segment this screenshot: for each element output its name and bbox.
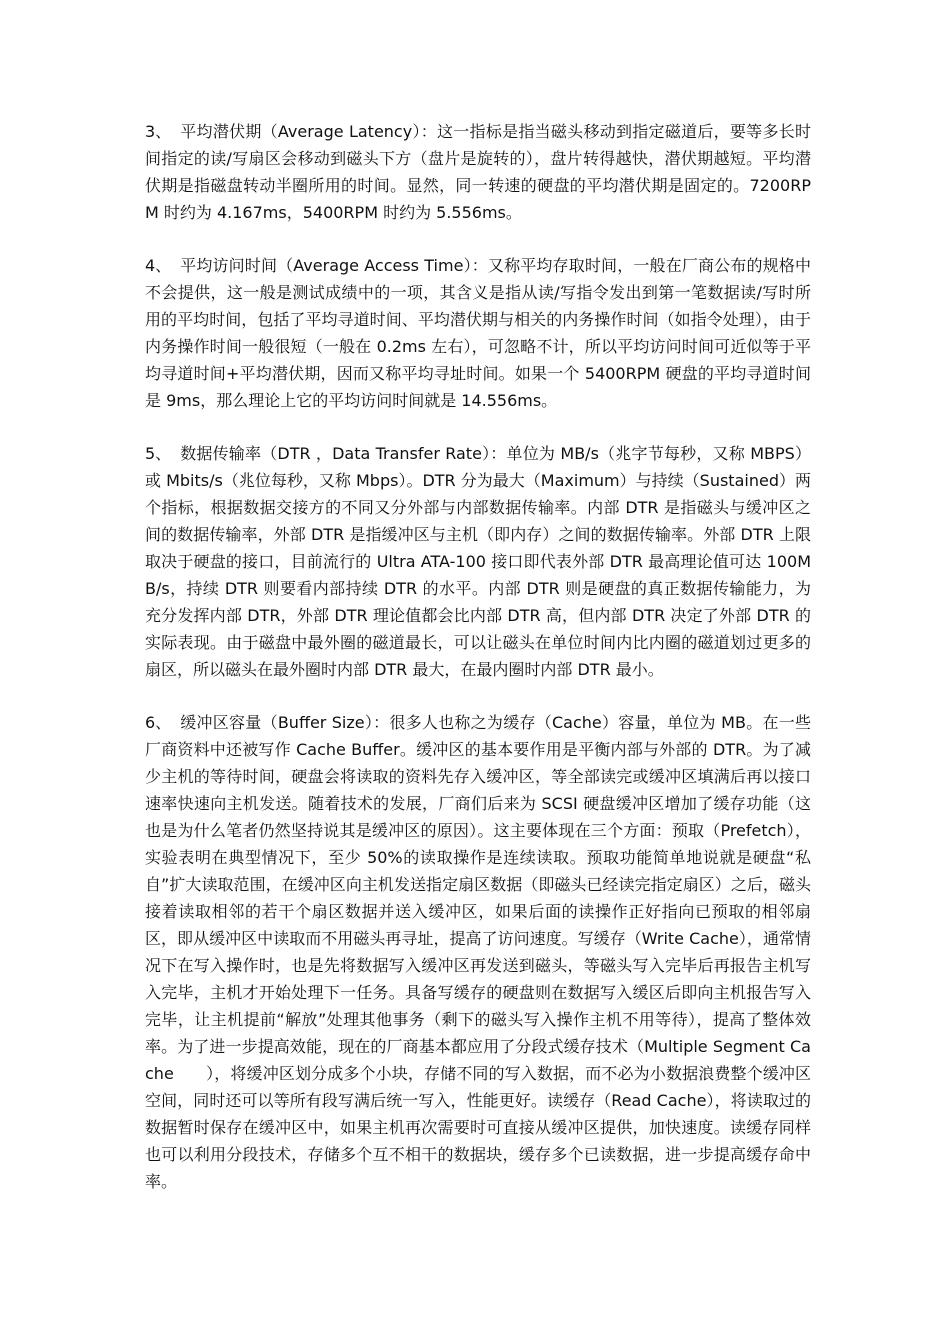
paragraph-text: 缓冲区容量（Buffer Size）：很多人也称之为缓存（Cache）容量，单位为 MB。在一些厂商资料中还被写作 Cache Buffer。缓冲区的基本要作用是平衡内部与外部的 DTR。为了减少主机的等待时间，硬盘会将读取的资料先存入缓冲区，等全部读完或缓冲区填满后再以接口速率快速向主机发送。随着技术的发展，厂商们后来为 SCSI 硬盘缓冲区增加了缓存功能（这也是为什么笔者仍然坚持说其是缓冲区的原因）。这主要体现在三个方面：预取（Prefetch），实验表明在典型情况下，至少 50%的读取操作是连续读取。预取功能简单地说就是硬盘“私自”扩大读取范围，在缓冲区向主机发送指定扇区数据（即磁头已经读完指定扇区）之后，磁头接着读取相邻的若干个扇区数据并送入缓冲区，如果后面的读操作正好指向已预取的相邻扇区，即从缓冲区中读取而不用磁头再寻址，提高了访问速度。写缓存（Write Cache），通常情况下在写入操作时，也是先将数据写入缓冲区再发送到磁头，等磁头写入完毕后再报告主机写入完毕，主机才开始处理下一任务。具备写缓存的硬盘则在数据写入缓区后即向主机报告写入完毕，让主机提前“解放”处理其他事务（剩下的磁头写入操作主机不用等待），提高了整体效率。为了进一步提高效能，现在的厂商基本都应用了分段式缓存技术（Multiple Segment Cache ），将缓冲区划分成多个小块，存储不同的写入数据，而不必为小数据浪费整个缓冲区空间，同时还可以等所有段写满后统一写入，性能更好。读缓存（Read Cache），将读取过的数据暂时保存在缓冲区中，如果主机再次需要时可直接从缓冲区提供，加快速度。读缓存同样也可以利用分段技术，存储多个互不相干的数据块，缓存多个已读数据，进一步提高缓存命中率。 (145, 713, 811, 1191)
paragraph-text: 平均潜伏期（Average Latency）：这一指标是指当磁头移动到指定磁道后，要等多长时间指定的读/写扇区会移动到磁头下方（盘片是旋转的），盘片转得越快，潜伏期越短。平均潜伏期是指磁盘转动半圈所用的时间。显然，同一转速的硬盘的平均潜伏期是固定的。7200RPM 时约为 4.167ms，5400RPM 时约为 5.556ms。 (145, 122, 811, 222)
paragraph-text: 数据传输率（DTR ，Data Transfer Rate）：单位为 MB/s（兆字节每秒，又称 MBPS）或 Mbits/s（兆位每秒，又称 Mbps）。DTR 分为最大（Maximum）与持续（Sustained）两个指标，根据数据交接方的不同又分外部与内部数据传输率。内部 DTR 是指磁头与缓冲区之间的数据传输率，外部 DTR 是指缓冲区与主机（即内存）之间的数据传输率。外部 DTR 上限取决于硬盘的接口，目前流行的 Ultra ATA-100 接口即代表外部 DTR 最高理论值可达 100MB/s，持续 DTR 则要看内部持续 DTR 的水平。内部 DTR 则是硬盘的真正数据传输能力，为充分发挥内部 DTR，外部 DTR 理论值都会比内部 DTR 高，但内部 DTR 决定了外部 DTR 的实际表现。由于磁盘中最外圈的磁道最长，可以让磁头在单位时间内比内圈的磁道划过更多的扇区，所以磁头在最外圈时内部 DTR 最大，在最内圈时内部 DTR 最小。 (145, 444, 811, 679)
document-body (145, 118, 811, 1221)
paragraph-6 (145, 709, 811, 1195)
paragraph-number: 6、 (145, 713, 172, 732)
paragraph-3 (145, 118, 811, 226)
paragraph-4 (145, 252, 811, 414)
paragraph-number: 4、 (145, 256, 172, 275)
paragraph-number: 3、 (145, 122, 172, 141)
paragraph-text: 平均访问时间（Average Access Time）：又称平均存取时间，一般在厂商公布的规格中不会提供，这一般是测试成绩中的一项，其含义是指从读/写指令发出到第一笔数据读/写时所用的平均时间，包括了平均寻道时间、平均潜伏期与相关的内务操作时间（如指令处理），由于内务操作时间一般很短（一般在 0.2ms 左右），可忽略不计，所以平均访问时间可近似等于平均寻道时间+平均潜伏期，因而又称平均寻址时间。如果一个 5400RPM 硬盘的平均寻道时间是 9ms，那么理论上它的平均访问时间就是 14.556ms。 (145, 256, 811, 410)
paragraph-5 (145, 440, 811, 683)
paragraph-number: 5、 (145, 444, 172, 463)
